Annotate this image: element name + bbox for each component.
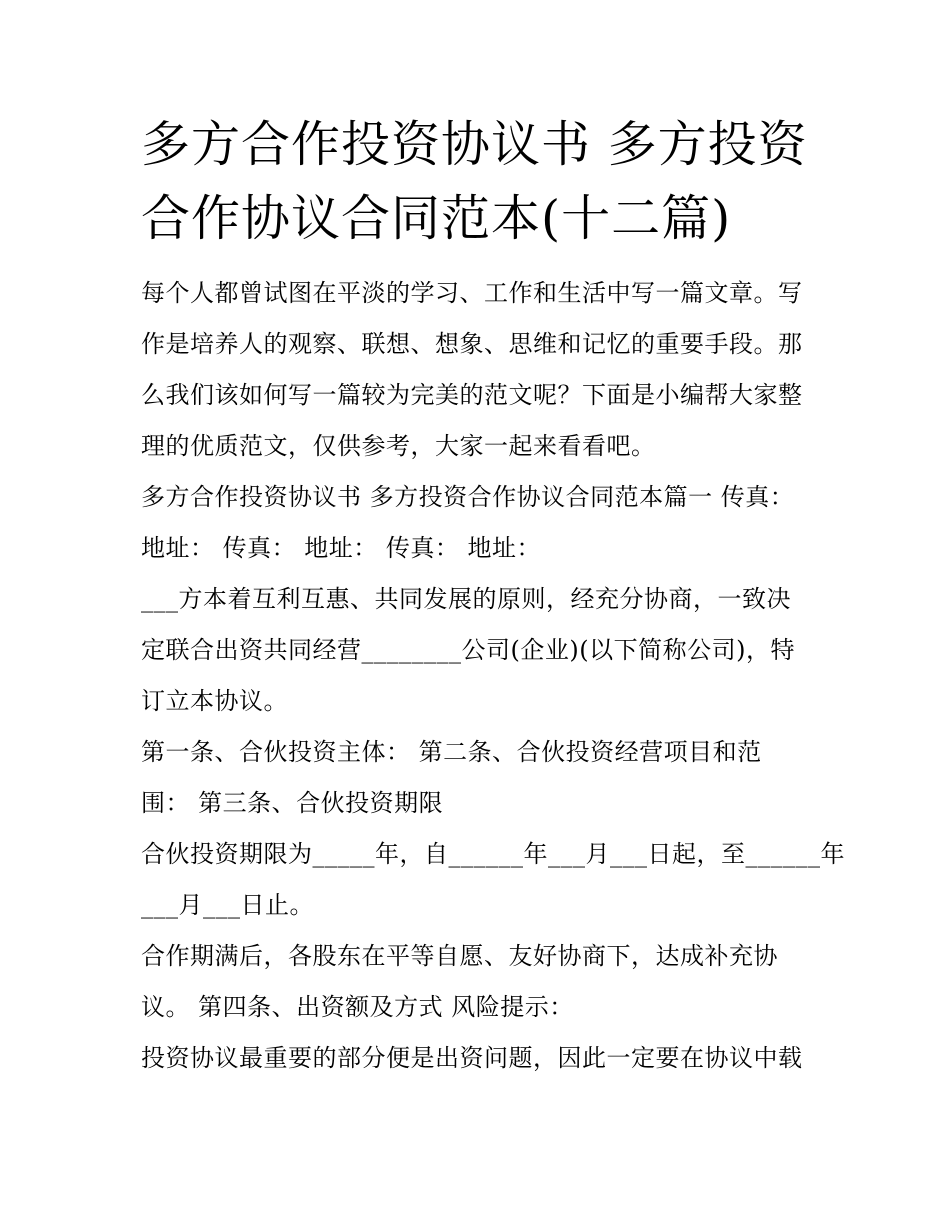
expiry-paragraph	[141, 931, 821, 1033]
text-line: 每个人都曾试图在平淡的学习、工作和生活中写一篇文章。写	[141, 279, 803, 307]
text-line: 议。 第四条、出资额及方式 风险提示：	[141, 993, 574, 1021]
document-title	[141, 108, 821, 256]
text-line: 定联合出资共同经营________公司(企业)(以下简称公司)，特	[141, 636, 795, 664]
header-info-paragraph	[141, 472, 821, 574]
text-line: 理的优质范文，仅供参考，大家一起来看看吧。	[141, 432, 656, 460]
title-line: 合作协议合同范本(十二篇)	[141, 190, 732, 247]
text-line: ___月___日止。	[141, 891, 314, 919]
intro-paragraph	[141, 268, 821, 472]
text-line: 合伙投资期限为_____年，自______年___月___日起，至______年	[141, 840, 845, 868]
text-line: 围： 第三条、合伙投资期限	[141, 789, 444, 817]
term-paragraph	[141, 829, 845, 931]
text-line: 么我们该如何写一篇较为完美的范文呢？下面是小编帮大家整	[141, 381, 803, 409]
text-line: 作是培养人的观察、联想、想象、思维和记忆的重要手段。那	[141, 330, 803, 358]
text-line: ___方本着互利互惠、共同发展的原则，经充分协商，一致决	[141, 585, 791, 613]
text-line: 第一条、合伙投资主体： 第二条、合伙投资经营项目和范	[141, 738, 762, 766]
text-line: 投资协议最重要的部分便是出资问题，因此一定要在协议中载	[141, 1044, 803, 1072]
title-line: 多方合作投资协议书 多方投资	[141, 116, 808, 173]
preamble-paragraph	[141, 574, 821, 727]
document-page	[141, 108, 845, 1084]
text-line: 地址： 传真： 地址： 传真： 地址：	[141, 534, 542, 562]
text-line: 合作期满后，各股东在平等自愿、友好协商下，达成补充协	[141, 942, 778, 970]
text-line: 多方合作投资协议书 多方投资合作协议合同范本篇一 传真：	[141, 483, 795, 511]
articles-paragraph	[141, 727, 821, 829]
risk-paragraph	[141, 1033, 821, 1084]
text-line: 订立本协议。	[141, 687, 288, 715]
